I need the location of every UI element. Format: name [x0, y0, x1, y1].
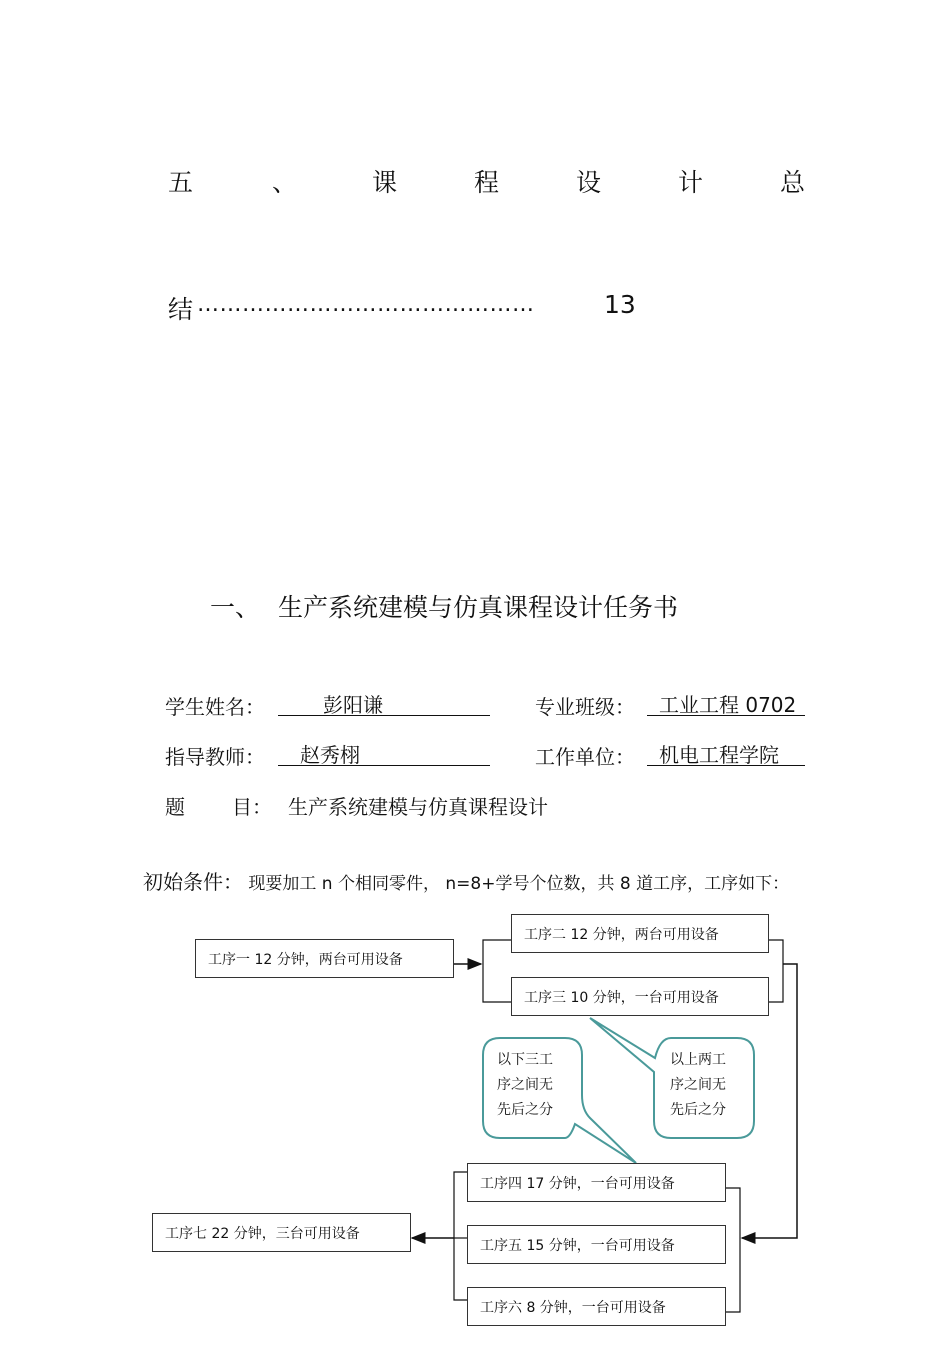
- process-label: 工序三 10 分钟，一台可用设备: [524, 989, 719, 1006]
- section-title: 生产系统建模与仿真课程设计任务书: [278, 593, 679, 622]
- class-value: 工业工程 0702: [659, 693, 797, 717]
- toc-char: 课: [372, 168, 398, 197]
- class-label: 专业班级：: [535, 695, 635, 719]
- topic-value: 生产系统建模与仿真课程设计: [288, 795, 548, 819]
- toc-char: 、: [272, 168, 298, 197]
- process-box-6: [467, 1287, 726, 1326]
- callout-line: 以上两工: [670, 1052, 726, 1068]
- student-name-label: 学生姓名：: [165, 695, 265, 719]
- section-number: 一、: [210, 593, 261, 622]
- teacher-label: 指导教师：: [165, 745, 265, 769]
- process-label: 工序一 12 分钟，两台可用设备: [208, 951, 403, 968]
- callout-right-text: [670, 1048, 726, 1123]
- conditions-text: 现要加工 n 个相同零件， n=8+学号个位数，共 8 道工序，工序如下：: [248, 874, 790, 894]
- topic-label: 题: [165, 795, 185, 819]
- callout-line: 先后之分: [497, 1102, 553, 1118]
- process-label: 工序五 15 分钟，一台可用设备: [480, 1237, 675, 1254]
- unit-label: 工作单位：: [535, 745, 635, 769]
- conditions-label: 初始条件：: [143, 870, 243, 894]
- student-name-value: 彭阳谦: [323, 693, 383, 717]
- process-label: 工序二 12 分钟，两台可用设备: [524, 926, 719, 943]
- process-box-5: [467, 1225, 726, 1264]
- process-box-1: [195, 939, 454, 978]
- toc-char: 五: [168, 168, 194, 197]
- process-box-2: [511, 914, 769, 953]
- process-box-4: [467, 1163, 726, 1202]
- callout-line: 先后之分: [670, 1102, 726, 1118]
- topic-label: 目：: [232, 795, 272, 819]
- callout-left-text: [497, 1048, 553, 1123]
- process-box-7: [152, 1213, 411, 1252]
- process-label: 工序四 17 分钟，一台可用设备: [480, 1175, 675, 1192]
- toc-page-number: 13: [604, 290, 636, 319]
- process-label: 工序六 8 分钟，一台可用设备: [480, 1299, 666, 1316]
- toc-char: 程: [474, 168, 500, 197]
- teacher-value: 赵秀栩: [300, 743, 360, 767]
- process-label: 工序七 22 分钟，三台可用设备: [165, 1225, 360, 1242]
- process-box-3: [511, 977, 769, 1016]
- toc-char: 结: [168, 295, 194, 324]
- toc-leader-dots: ………………………………………: [197, 292, 535, 317]
- callout-line: 序之间无: [670, 1077, 726, 1093]
- unit-value: 机电工程学院: [659, 743, 779, 767]
- toc-char: 总: [780, 168, 806, 197]
- callout-line: 序之间无: [497, 1077, 553, 1093]
- callout-line: 以下三工: [497, 1052, 553, 1068]
- toc-char: 计: [678, 168, 704, 197]
- toc-char: 设: [576, 168, 602, 197]
